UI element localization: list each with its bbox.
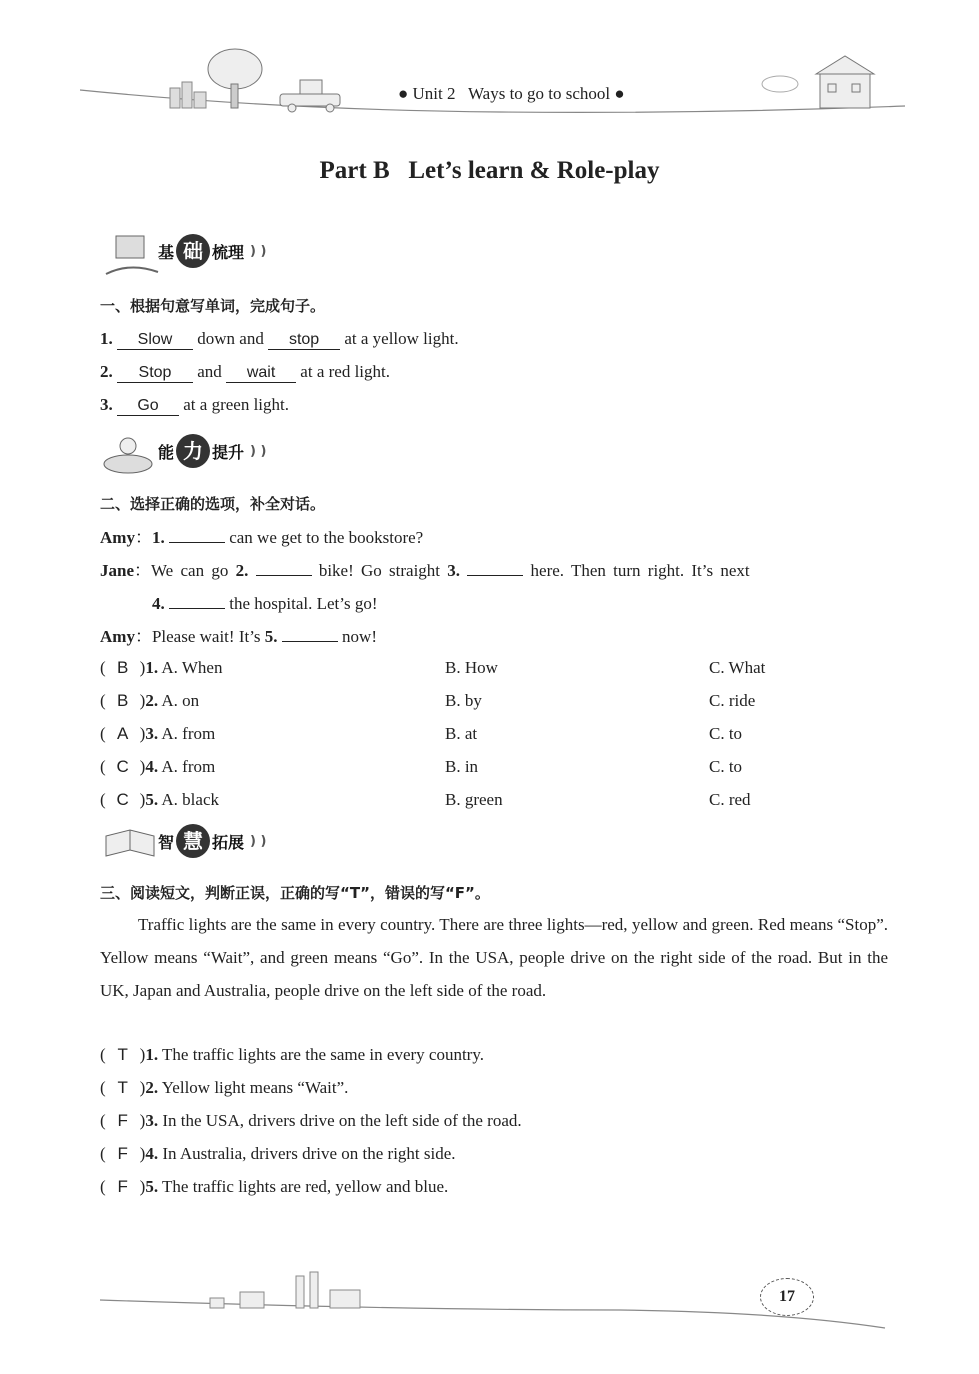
section-badge-ability: 能 力 提升 ) )	[100, 432, 300, 476]
option-b: B. in	[445, 757, 479, 776]
dialog-line-2: Jane：We can go 2. bike! Go straight 3. here. Then turn right. It’s next	[100, 561, 750, 580]
answer-blank[interactable]: Go	[117, 397, 179, 416]
reading-passage: Traffic lights are the same in every country. There are three lights—red, yellow and green. Red means “Stop”. Yellow means “Wait”, and green means “Go”. In the USA, people drive on the right side of the road. But in the UK, Japan and Australia, people drive on the left side of the road.	[100, 915, 888, 1000]
option-c: C. red	[709, 790, 751, 809]
badge-circle: 础	[176, 234, 210, 268]
answer-blank[interactable]: Stop	[117, 364, 193, 383]
dialog-line-2b: 4. the hospital. Let’s go!	[152, 594, 378, 613]
option-c: C. to	[709, 724, 743, 743]
badge-text: 梳理	[212, 242, 245, 262]
true-false-item: ( F )5. The traffic lights are red, yellow and blue.	[100, 1177, 449, 1196]
unit-title: Ways to go to school	[467, 84, 611, 103]
badge-circle: 力	[176, 434, 210, 468]
tf-answer[interactable]: F	[117, 1111, 128, 1130]
true-false-item: ( F )4. In Australia, drivers drive on the right side.	[100, 1144, 456, 1163]
true-false-item: ( T )2. Yellow light means “Wait”.	[100, 1078, 349, 1097]
badge-text: 智	[158, 832, 175, 852]
badge-text: 拓展	[212, 832, 245, 852]
dialog-blank[interactable]	[169, 592, 225, 609]
city-icon	[170, 82, 206, 108]
skyline-icon	[210, 1272, 360, 1308]
choice-answer[interactable]: B	[117, 691, 129, 710]
dialog-blank[interactable]	[169, 526, 225, 543]
choice-answer[interactable]: B	[117, 658, 129, 677]
part1-heading: 一、根据句意写单词，完成句子。	[100, 297, 326, 315]
part2-heading: 二、选择正确的选项，补全对话。	[100, 495, 326, 513]
rocket-icon	[100, 432, 160, 476]
true-false-item: ( F )3. In the USA, drivers drive on the left side of the road.	[100, 1111, 522, 1130]
dialog-blank[interactable]	[282, 625, 338, 642]
dialog-line-3: Amy：Please wait! It’s 5. now!	[100, 627, 377, 646]
badge-text: 提升	[212, 442, 245, 462]
tf-answer[interactable]: F	[117, 1144, 128, 1163]
choice-answer[interactable]: C	[116, 790, 129, 809]
option-a: A. from	[161, 724, 216, 743]
part3-heading: 三、阅读短文，判断正误，正确的写“T”，错误的写“F”。	[100, 884, 490, 902]
answer-blank[interactable]: stop	[268, 331, 340, 350]
choice-answer[interactable]: A	[117, 724, 129, 743]
tf-answer[interactable]: T	[117, 1078, 128, 1097]
tf-statement: The traffic lights are red, yellow and blue.	[162, 1177, 449, 1196]
page-number: 17	[779, 1288, 795, 1305]
badge-text: 基	[158, 242, 175, 262]
dialog-blank[interactable]	[256, 559, 312, 576]
option-a: A. from	[161, 757, 216, 776]
tf-statement: Yellow light means “Wait”.	[161, 1078, 349, 1097]
option-row: ( B )1. A. When B. How C. What	[100, 658, 766, 677]
option-a: A. black	[161, 790, 219, 809]
page-title: Part B Let’s learn & Role-play	[319, 157, 660, 184]
dialog-line-1: Amy：1. can we get to the bookstore?	[100, 528, 424, 547]
running-header: ● Unit 2 Ways to go to school ●	[398, 84, 625, 103]
answer-blank[interactable]: Slow	[117, 331, 193, 350]
tf-answer[interactable]: F	[117, 1177, 128, 1196]
answer-blank[interactable]: wait	[226, 364, 296, 383]
tf-statement: In the USA, drivers drive on the left side of the road.	[162, 1111, 522, 1130]
option-b: B. green	[445, 790, 503, 809]
option-c: C. ride	[709, 691, 756, 710]
badge-circle: 慧	[176, 824, 210, 858]
section-badge-basic: 基 础 梳理 ) )	[100, 232, 300, 276]
option-b: B. at	[445, 724, 478, 743]
option-b: B. by	[445, 691, 482, 710]
true-false-item: ( T )1. The traffic lights are the same in every country.	[100, 1045, 484, 1064]
slide-icon	[100, 232, 160, 276]
option-row: ( C )5. A. black B. green C. red	[100, 790, 751, 809]
option-row: ( A )3. A. from B. at C. to	[100, 724, 743, 743]
tree-icon	[208, 49, 262, 108]
part1-q2: 2. Stop and wait at a red light.	[100, 362, 390, 381]
part1-q3: 3. Go at a green light.	[100, 395, 289, 414]
option-row: ( C )4. A. from B. in C. to	[100, 757, 743, 776]
option-a: A. on	[161, 691, 200, 710]
option-c: C. What	[709, 658, 766, 677]
page-number-badge	[760, 1278, 814, 1316]
cloud-icon	[762, 76, 798, 92]
choice-answer[interactable]: C	[116, 757, 129, 776]
tf-statement: The traffic lights are the same in every country.	[162, 1045, 484, 1064]
option-row: ( B )2. A. on B. by C. ride	[100, 691, 756, 710]
tf-statement: In Australia, drivers drive on the right side.	[162, 1144, 456, 1163]
option-b: B. How	[445, 658, 498, 677]
book-icon	[100, 822, 160, 866]
unit-label: Unit 2	[412, 84, 456, 103]
option-a: A. When	[161, 658, 223, 677]
dialog-blank[interactable]	[467, 559, 523, 576]
house-icon	[816, 56, 874, 108]
tf-answer[interactable]: T	[117, 1045, 128, 1064]
part1-q1: 1. Slow down and stop at a yellow light.	[100, 329, 459, 348]
option-c: C. to	[709, 757, 743, 776]
section-badge-wisdom: 智 慧 拓展 ) )	[100, 822, 300, 866]
badge-text: 能	[158, 442, 175, 462]
